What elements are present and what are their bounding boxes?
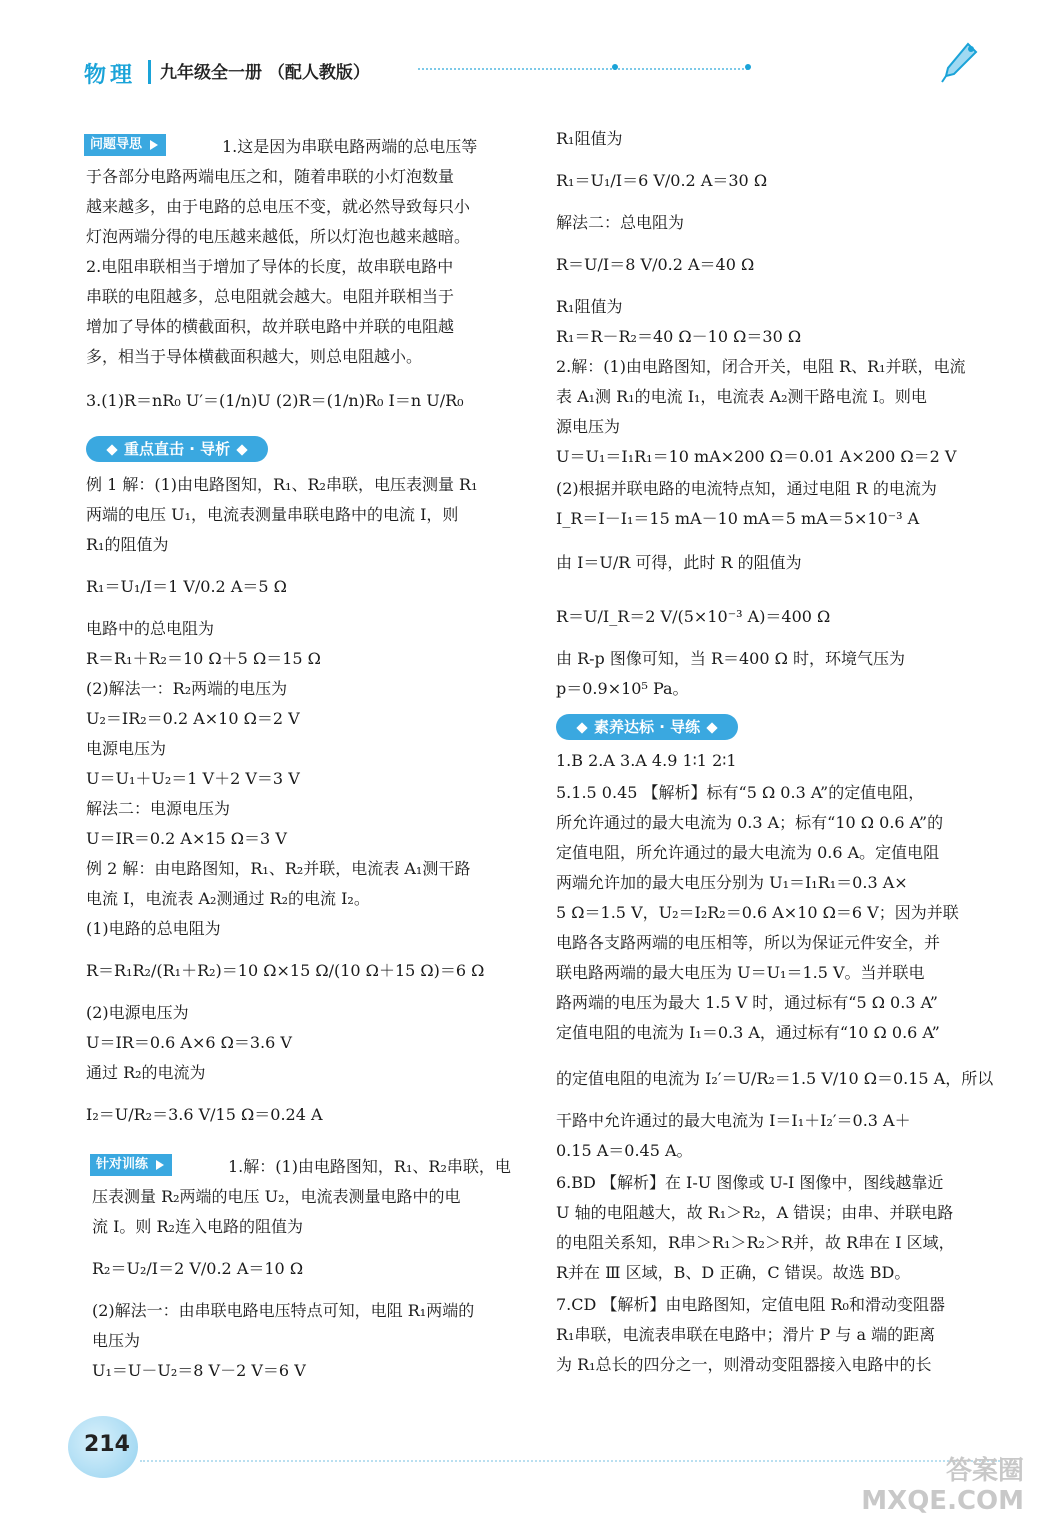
text-line: 通过 R₂的电流为 xyxy=(86,1063,206,1082)
text-line: 定值电阻，所允许通过的最大电流为 0.6 A。定值电阻 xyxy=(556,843,940,862)
formula-line: R₁＝R－R₂＝40 Ω－10 Ω＝30 Ω xyxy=(556,327,802,346)
text-line: 源电压为 xyxy=(556,417,621,436)
header-divider xyxy=(148,60,151,84)
formula-line: U＝IR＝0.6 A×6 Ω＝3.6 V xyxy=(86,1033,292,1052)
text-line: R₁阻值为 xyxy=(556,129,623,148)
text-line: 表 A₁测 R₁的电流 I₁，电流表 A₂测干路电流 I。则电 xyxy=(556,387,927,406)
text-line: 越来越多，由于电路的总电压不变，就必然导致每只小 xyxy=(86,197,471,216)
text-line: 由 I＝U/R 可得，此时 R 的阻值为 xyxy=(556,553,802,572)
formula-line: R₁＝U₁/I＝1 V/0.2 A＝5 Ω xyxy=(86,577,287,596)
formula-line: 3.(1)R＝nR₀ U′＝(1/n)U (2)R＝(1/n)R₀ I＝n U/R₀ xyxy=(86,391,464,410)
text-line: 1.这是因为串联电路两端的总电压等 xyxy=(222,137,478,156)
text-line: 增加了导体的横截面积，故并联电路中并联的电阻越 xyxy=(86,317,455,336)
formula-line: R₂＝U₂/I＝2 V/0.2 A＝10 Ω xyxy=(92,1259,304,1278)
formula-line: U₂＝IR₂＝0.2 A×10 Ω＝2 V xyxy=(86,709,300,728)
text-line: 电压为 xyxy=(92,1331,141,1350)
text-line: R₁阻值为 xyxy=(556,297,623,316)
section-tag-targeted-training: 针对训练 xyxy=(90,1154,172,1176)
book-title: 九年级全一册 （配人教版） xyxy=(160,63,370,83)
text-line: 所允许通过的最大电流为 0.3 A；标有“10 Ω 0.6 A”的 xyxy=(556,813,944,832)
text-line: 7.CD 【解析】由电路图知，定值电阻 R₀和滑动变阻器 xyxy=(556,1295,945,1314)
text-line: 的定值电阻的电流为 I₂′＝U/R₂＝1.5 V/10 Ω＝0.15 A，所以 xyxy=(556,1069,994,1088)
header-dotted-line xyxy=(418,68,748,70)
text-line: 流 I。则 R₂连入电路的阻值为 xyxy=(92,1217,303,1236)
formula-line: R＝R₁＋R₂＝10 Ω＋5 Ω＝15 Ω xyxy=(86,649,321,668)
formula-line: U₁＝U－U₂＝8 V－2 V＝6 V xyxy=(92,1361,306,1380)
text-line: (1)电路的总电阻为 xyxy=(86,919,221,938)
text-line: 电流 I，电流表 A₂测通过 R₂的电流 I₂。 xyxy=(86,889,370,908)
watermark: 答案圈 MXQE.COM xyxy=(861,1456,1024,1516)
text-line: 例 1 解：(1)由电路图知，R₁、R₂串联，电压表测量 R₁ xyxy=(86,475,478,494)
text-line: 电路各支路两端的电压相等，所以为保证元件安全，并 xyxy=(556,933,941,952)
text-line: 路两端的电压为最大 1.5 V 时，通过标有“5 Ω 0.3 A” xyxy=(556,993,938,1012)
text-line: 解法二：总电阻为 xyxy=(556,213,685,232)
formula-line: I₂＝U/R₂＝3.6 V/15 Ω＝0.24 A xyxy=(86,1105,323,1124)
formula-line: R＝U/I＝8 V/0.2 A＝40 Ω xyxy=(556,255,755,274)
text-line: 1.解：(1)由电路图知，R₁、R₂串联，电 xyxy=(228,1157,511,1176)
header-dot xyxy=(745,64,751,70)
text-line: 联电路两端的最大电压为 U＝U₁＝1.5 V。当并联电 xyxy=(556,963,925,982)
formula-line: U＝IR＝0.2 A×15 Ω＝3 V xyxy=(86,829,287,848)
formula-line: R＝U/I_R＝2 V/(5×10⁻³ A)＝400 Ω xyxy=(556,607,831,626)
text-line: 两端的电压 U₁，电流表测量串联电路中的电流 I，则 xyxy=(86,505,459,524)
page-number: 214 xyxy=(84,1432,130,1457)
text-line: 压表测量 R₂两端的电压 U₂，电流表测量电路中的电 xyxy=(92,1187,461,1206)
section-banner-literacy: 素养达标 · 导练 xyxy=(556,714,738,740)
formula-line: I_R＝I－I₁＝15 mA－10 mA＝5 mA＝5×10⁻³ A xyxy=(556,509,920,528)
text-line: (2)电源电压为 xyxy=(86,1003,189,1022)
text-line: 于各部分电路两端电压之和，随着串联的小灯泡数量 xyxy=(86,167,455,186)
formula-line: U＝U₁＝I₁R₁＝10 mA×200 Ω＝0.01 A×200 Ω＝2 V xyxy=(556,447,957,466)
text-line: U 轴的电阻越大，故 R₁＞R₂，A 错误；由串、并联电路 xyxy=(556,1203,954,1222)
text-line: R₁串联，电流表串联在电路中；滑片 P 与 a 端的距离 xyxy=(556,1325,936,1344)
text-line: 例 2 解：由电路图知，R₁、R₂并联，电流表 A₁测干路 xyxy=(86,859,471,878)
text-line: R₁的阻值为 xyxy=(86,535,169,554)
text-line: 6.BD 【解析】在 I-U 图像或 U-I 图像中，图线越靠近 xyxy=(556,1173,944,1192)
text-line: 5.1.5 0.45 【解析】标有“5 Ω 0.3 A”的定值电阻， xyxy=(556,783,925,802)
formula-line: U＝U₁＋U₂＝1 V＋2 V＝3 V xyxy=(86,769,300,788)
text-line: 5 Ω＝1.5 V，U₂＝I₂R₂＝0.6 A×10 Ω＝6 V；因为并联 xyxy=(556,903,959,922)
text-line: 的电阻关系知，R串＞R₁＞R₂＞R并，故 R串在 Ⅰ 区域， xyxy=(556,1233,955,1252)
text-line: 串联的电阻越多，总电阻就会越大。电阻并联相当于 xyxy=(86,287,455,306)
answer-line: 1.B 2.A 3.A 4.9 1∶1 2∶1 xyxy=(556,751,737,770)
header-dot xyxy=(612,64,618,70)
text-line: 2.电阻串联相当于增加了导体的长度，故串联电路中 xyxy=(86,257,454,276)
text-line: 灯泡两端分得的电压越来越低，所以灯泡也越来越暗。 xyxy=(86,227,471,246)
pen-icon xyxy=(940,40,980,88)
text-line: (2)根据并联电路的电流特点知，通过电阻 R 的电流为 xyxy=(556,479,937,498)
section-tag-problem-guide: 问题导思 xyxy=(84,134,166,156)
text-line: 为 R₁总长的四分之一，则滑动变阻器接入电路中的长 xyxy=(556,1355,932,1374)
formula-line: R₁＝U₁/I＝6 V/0.2 A＝30 Ω xyxy=(556,171,768,190)
section-banner-key-points: 重点直击 · 导析 xyxy=(86,436,268,462)
text-line: 两端允许加的最大电压分别为 U₁＝I₁R₁＝0.3 A× xyxy=(556,873,908,892)
text-line: 解法二：电源电压为 xyxy=(86,799,231,818)
subject-title: 物理 xyxy=(84,63,137,88)
text-line: 干路中允许通过的最大电流为 I＝I₁＋I₂′＝0.3 A＋ xyxy=(556,1111,911,1130)
text-line: R并在 Ⅲ 区域，B、D 正确，C 错误。故选 BD。 xyxy=(556,1263,911,1282)
text-line: (2)解法一：由串联电路电压特点可知，电阻 R₁两端的 xyxy=(92,1301,475,1320)
formula-line: R＝R₁R₂/(R₁＋R₂)＝10 Ω×15 Ω/(10 Ω＋15 Ω)＝6 Ω xyxy=(86,961,485,980)
formula-line: p＝0.9×10⁵ Pa。 xyxy=(556,679,689,698)
text-line: 电路中的总电阻为 xyxy=(86,619,215,638)
text-line: 由 R-p 图像可知，当 R＝400 Ω 时，环境气压为 xyxy=(556,649,905,668)
text-line: 电源电压为 xyxy=(86,739,167,758)
text-line: (2)解法一：R₂两端的电压为 xyxy=(86,679,288,698)
text-line: 定值电阻的电流为 I₁＝0.3 A，通过标有“10 Ω 0.6 A” xyxy=(556,1023,940,1042)
text-line: 多，相当于导体横截面积越大，则总电阻越小。 xyxy=(86,347,423,366)
text-line: 2.解：(1)由电路图知，闭合开关，电阻 R、R₁并联，电流 xyxy=(556,357,966,376)
text-line: 0.15 A＝0.45 A。 xyxy=(556,1141,693,1160)
